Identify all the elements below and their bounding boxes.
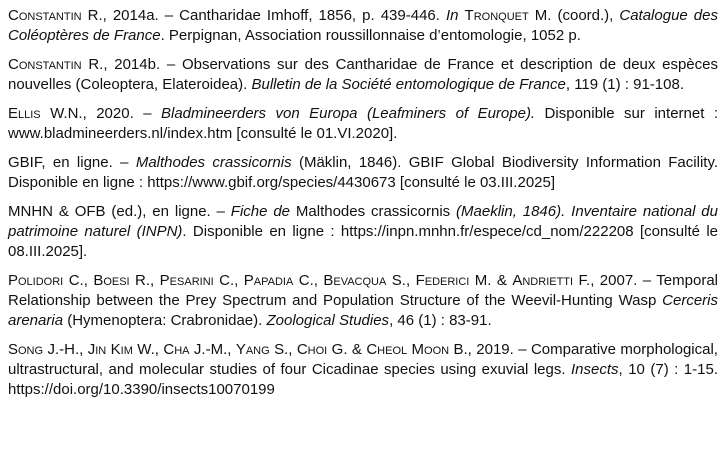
- reference-text-part: Cerceris arenaria: [8, 292, 718, 329]
- reference-text-part: Song: [8, 341, 44, 358]
- reference-text-part: Disponible sur internet : www.bladmineerders.nl/index.htm [consulté le 01.VI.2020].: [8, 105, 718, 142]
- reference-text-part: Zoological Studies: [266, 312, 390, 329]
- reference-text-part: Bladmineerders von Europa (Leafminers of Europe).: [161, 105, 536, 122]
- reference-text-part: MNHN & OFB (ed.), en ligne. –: [8, 203, 231, 220]
- reference-text-part: Catalogue des Coléoptères de France: [8, 7, 718, 44]
- reference-text-part: Jin Kim: [87, 341, 133, 358]
- reference-text-part: B., 2019. – Comparative morphological, ultrastructural, and molecular studies of four Cicadinae species using exuvial legs.: [8, 341, 718, 378]
- reference-text-part: Cheol Moon: [366, 341, 450, 358]
- reference-text-part: W.N., 2020. –: [40, 105, 161, 122]
- reference-text-part: In: [445, 7, 459, 24]
- reference-text-part: Boesi: [93, 272, 130, 289]
- reference-text-part: Pesarini: [159, 272, 214, 289]
- reference-text-part: Bulletin de la Société entomologique de France: [251, 76, 566, 93]
- reference-polidori-2007: [8, 271, 718, 331]
- reference-constantin-2014b: [8, 55, 718, 95]
- reference-text-part: C.,: [293, 272, 324, 289]
- reference-text-part: Bevacqua: [323, 272, 387, 289]
- reference-text-part: , 119 (1) : 91-108.: [565, 76, 684, 93]
- reference-text-part: . Disponible en ligne : https://inpn.mnhn.fr/espece/cd_nom/222208 [consulté le 08.III.2025].: [8, 223, 719, 260]
- reference-text-part: (Hymenoptera: Crabronidae).: [63, 312, 267, 329]
- reference-text-part: Papadia: [243, 272, 294, 289]
- reference-text-part: Polidori: [8, 272, 64, 289]
- reference-text-part: Constantin: [8, 56, 82, 73]
- reference-text-part: Insects: [571, 361, 619, 378]
- reference-text-part: Malthodes crassicornis: [135, 154, 292, 171]
- reference-text-part: J.-H.,: [43, 341, 88, 358]
- reference-text-part: R., 2014a. – Cantharidae Imhoff, 1856, p. 439-446.: [81, 7, 446, 24]
- reference-text-part: S.,: [386, 272, 416, 289]
- reference-text-part: M. (coord.),: [528, 7, 620, 24]
- reference-text-part: W.,: [132, 341, 164, 358]
- reference-text-part: Fiche de: [230, 203, 291, 220]
- reference-mnhn-ofb: [8, 202, 718, 262]
- reference-text-part: Malthodes crassicornis: [290, 203, 457, 220]
- reference-gbif: [8, 153, 718, 193]
- reference-text-part: Andrietti: [512, 272, 574, 289]
- reference-text-part: R.,: [129, 272, 160, 289]
- reference-text-part: F., 2007. – Temporal Relationship between the Prey Spectrum and Population Structure of the Weevil-Hunting Wasp: [8, 272, 718, 309]
- reference-text-part: GBIF, en ligne. –: [8, 154, 136, 171]
- reference-ellis-2020: [8, 104, 718, 144]
- reference-text-part: Constantin: [8, 7, 82, 24]
- reference-text-part: Tronquet: [464, 7, 529, 24]
- reference-text-part: R., 2014b. – Observations sur des Cantharidae de France et description de deux espèces nouvelles (Coleoptera, Elateroidea).: [8, 56, 718, 93]
- reference-text-part: , 46 (1) : 83-91.: [389, 312, 492, 329]
- reference-text-part: Federici: [415, 272, 470, 289]
- reference-constantin-2014a: [8, 6, 718, 46]
- reference-text-part: S.,: [269, 341, 297, 358]
- reference-text-part: C.,: [213, 272, 244, 289]
- reference-text-part: Choi: [296, 341, 328, 358]
- reference-text-part: M. &: [469, 272, 513, 289]
- reference-text-part: C.,: [63, 272, 94, 289]
- reference-text-part: , 10 (7) : 1-15. https://doi.org/10.3390/insects10070199: [8, 361, 718, 398]
- reference-text-part: G. &: [327, 341, 367, 358]
- reference-text-part: Yang: [235, 341, 270, 358]
- reference-text-part: Ellis: [8, 105, 41, 122]
- reference-text-part: J.-M.,: [189, 341, 236, 358]
- reference-text-part: Cha: [163, 341, 190, 358]
- reference-song-2019: [8, 340, 718, 400]
- reference-text-part: (Maeklin, 1846). Inventaire national du patrimoine naturel (INPN): [8, 203, 718, 240]
- reference-text-part: . Perpignan, Association roussillonnaise d’entomologie, 1052 p.: [160, 27, 581, 44]
- reference-list: [8, 6, 718, 409]
- reference-text-part: (Mäklin, 1846). GBIF Global Biodiversity Information Facility. Disponible en ligne : https://www.gbif.org/species/4430673 [consulté le 03.III.2025]: [8, 154, 718, 191]
